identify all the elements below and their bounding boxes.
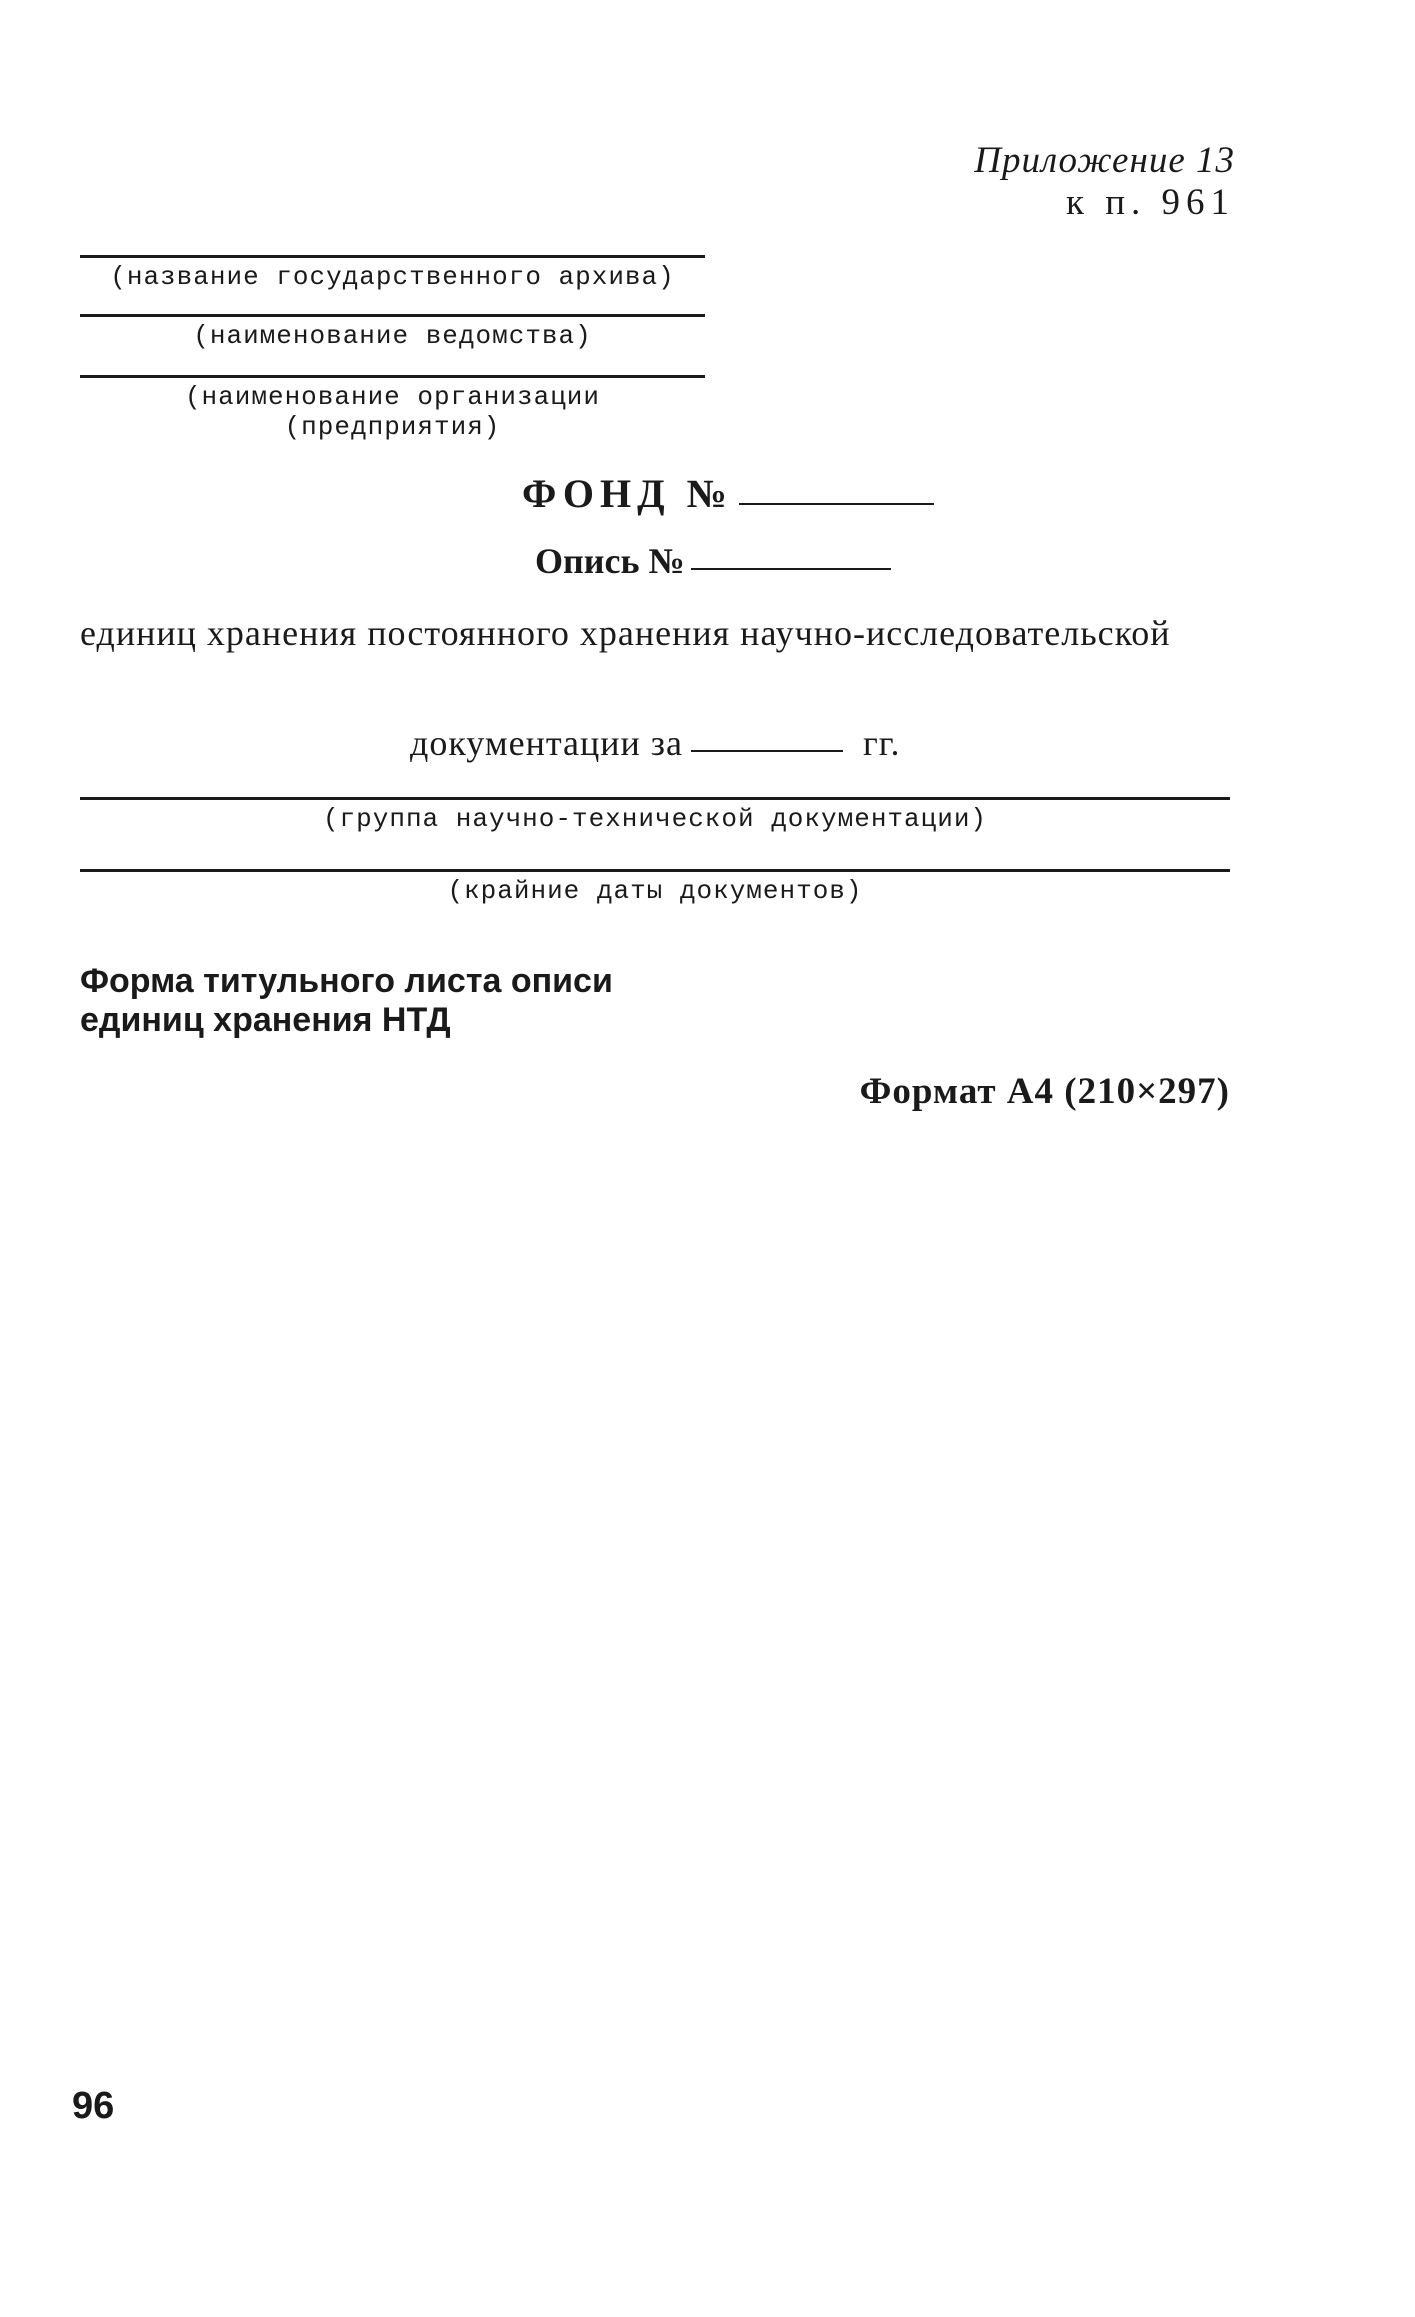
fond-number-blank <box>739 503 934 505</box>
ntd-group-field <box>80 797 1230 834</box>
annex-title: Приложение 13 <box>974 140 1235 181</box>
opis-label: Опись № <box>535 541 685 581</box>
units-description: единиц хранения постоянного хранения научно-исследовательской <box>80 613 1171 653</box>
form-title-line-2: единиц хранения НТД <box>80 1001 451 1039</box>
date-range-line <box>80 869 1230 872</box>
organization-name-line <box>80 375 705 378</box>
date-range-caption: (крайние даты документов) <box>447 876 863 906</box>
ministry-name-caption: (наименование ведомства) <box>193 321 592 351</box>
form-title <box>80 962 613 1040</box>
ministry-name-line <box>80 314 705 317</box>
archive-name-line <box>80 255 705 258</box>
annex-clause: к п. 961 <box>1065 182 1235 223</box>
fond-number-line <box>522 470 934 517</box>
years-blank <box>691 750 843 752</box>
documentation-years-line <box>410 722 900 764</box>
organization-name-field <box>80 375 705 442</box>
format-note: Формат А4 (210×297) <box>859 1071 1230 1112</box>
page-number: 96 <box>72 2085 115 2127</box>
documentation-suffix: гг. <box>863 723 901 763</box>
annex-reference <box>974 140 1235 224</box>
form-title-line-1: Форма титульного листа описи <box>80 962 613 1000</box>
archive-name-field <box>80 255 705 292</box>
ministry-name-field <box>80 314 705 351</box>
documentation-prefix: документации за <box>410 723 683 763</box>
archive-name-caption: (название государственного архива) <box>110 262 675 292</box>
opis-number-line <box>535 540 891 582</box>
organization-name-caption: (наименование организации (предприятия) <box>184 382 601 442</box>
date-range-field <box>80 869 1230 906</box>
ntd-group-line <box>80 797 1230 800</box>
ntd-group-caption: (группа научно-технической документации) <box>322 804 988 834</box>
fond-label: ФОНД № <box>522 471 733 516</box>
opis-number-blank <box>691 568 891 570</box>
